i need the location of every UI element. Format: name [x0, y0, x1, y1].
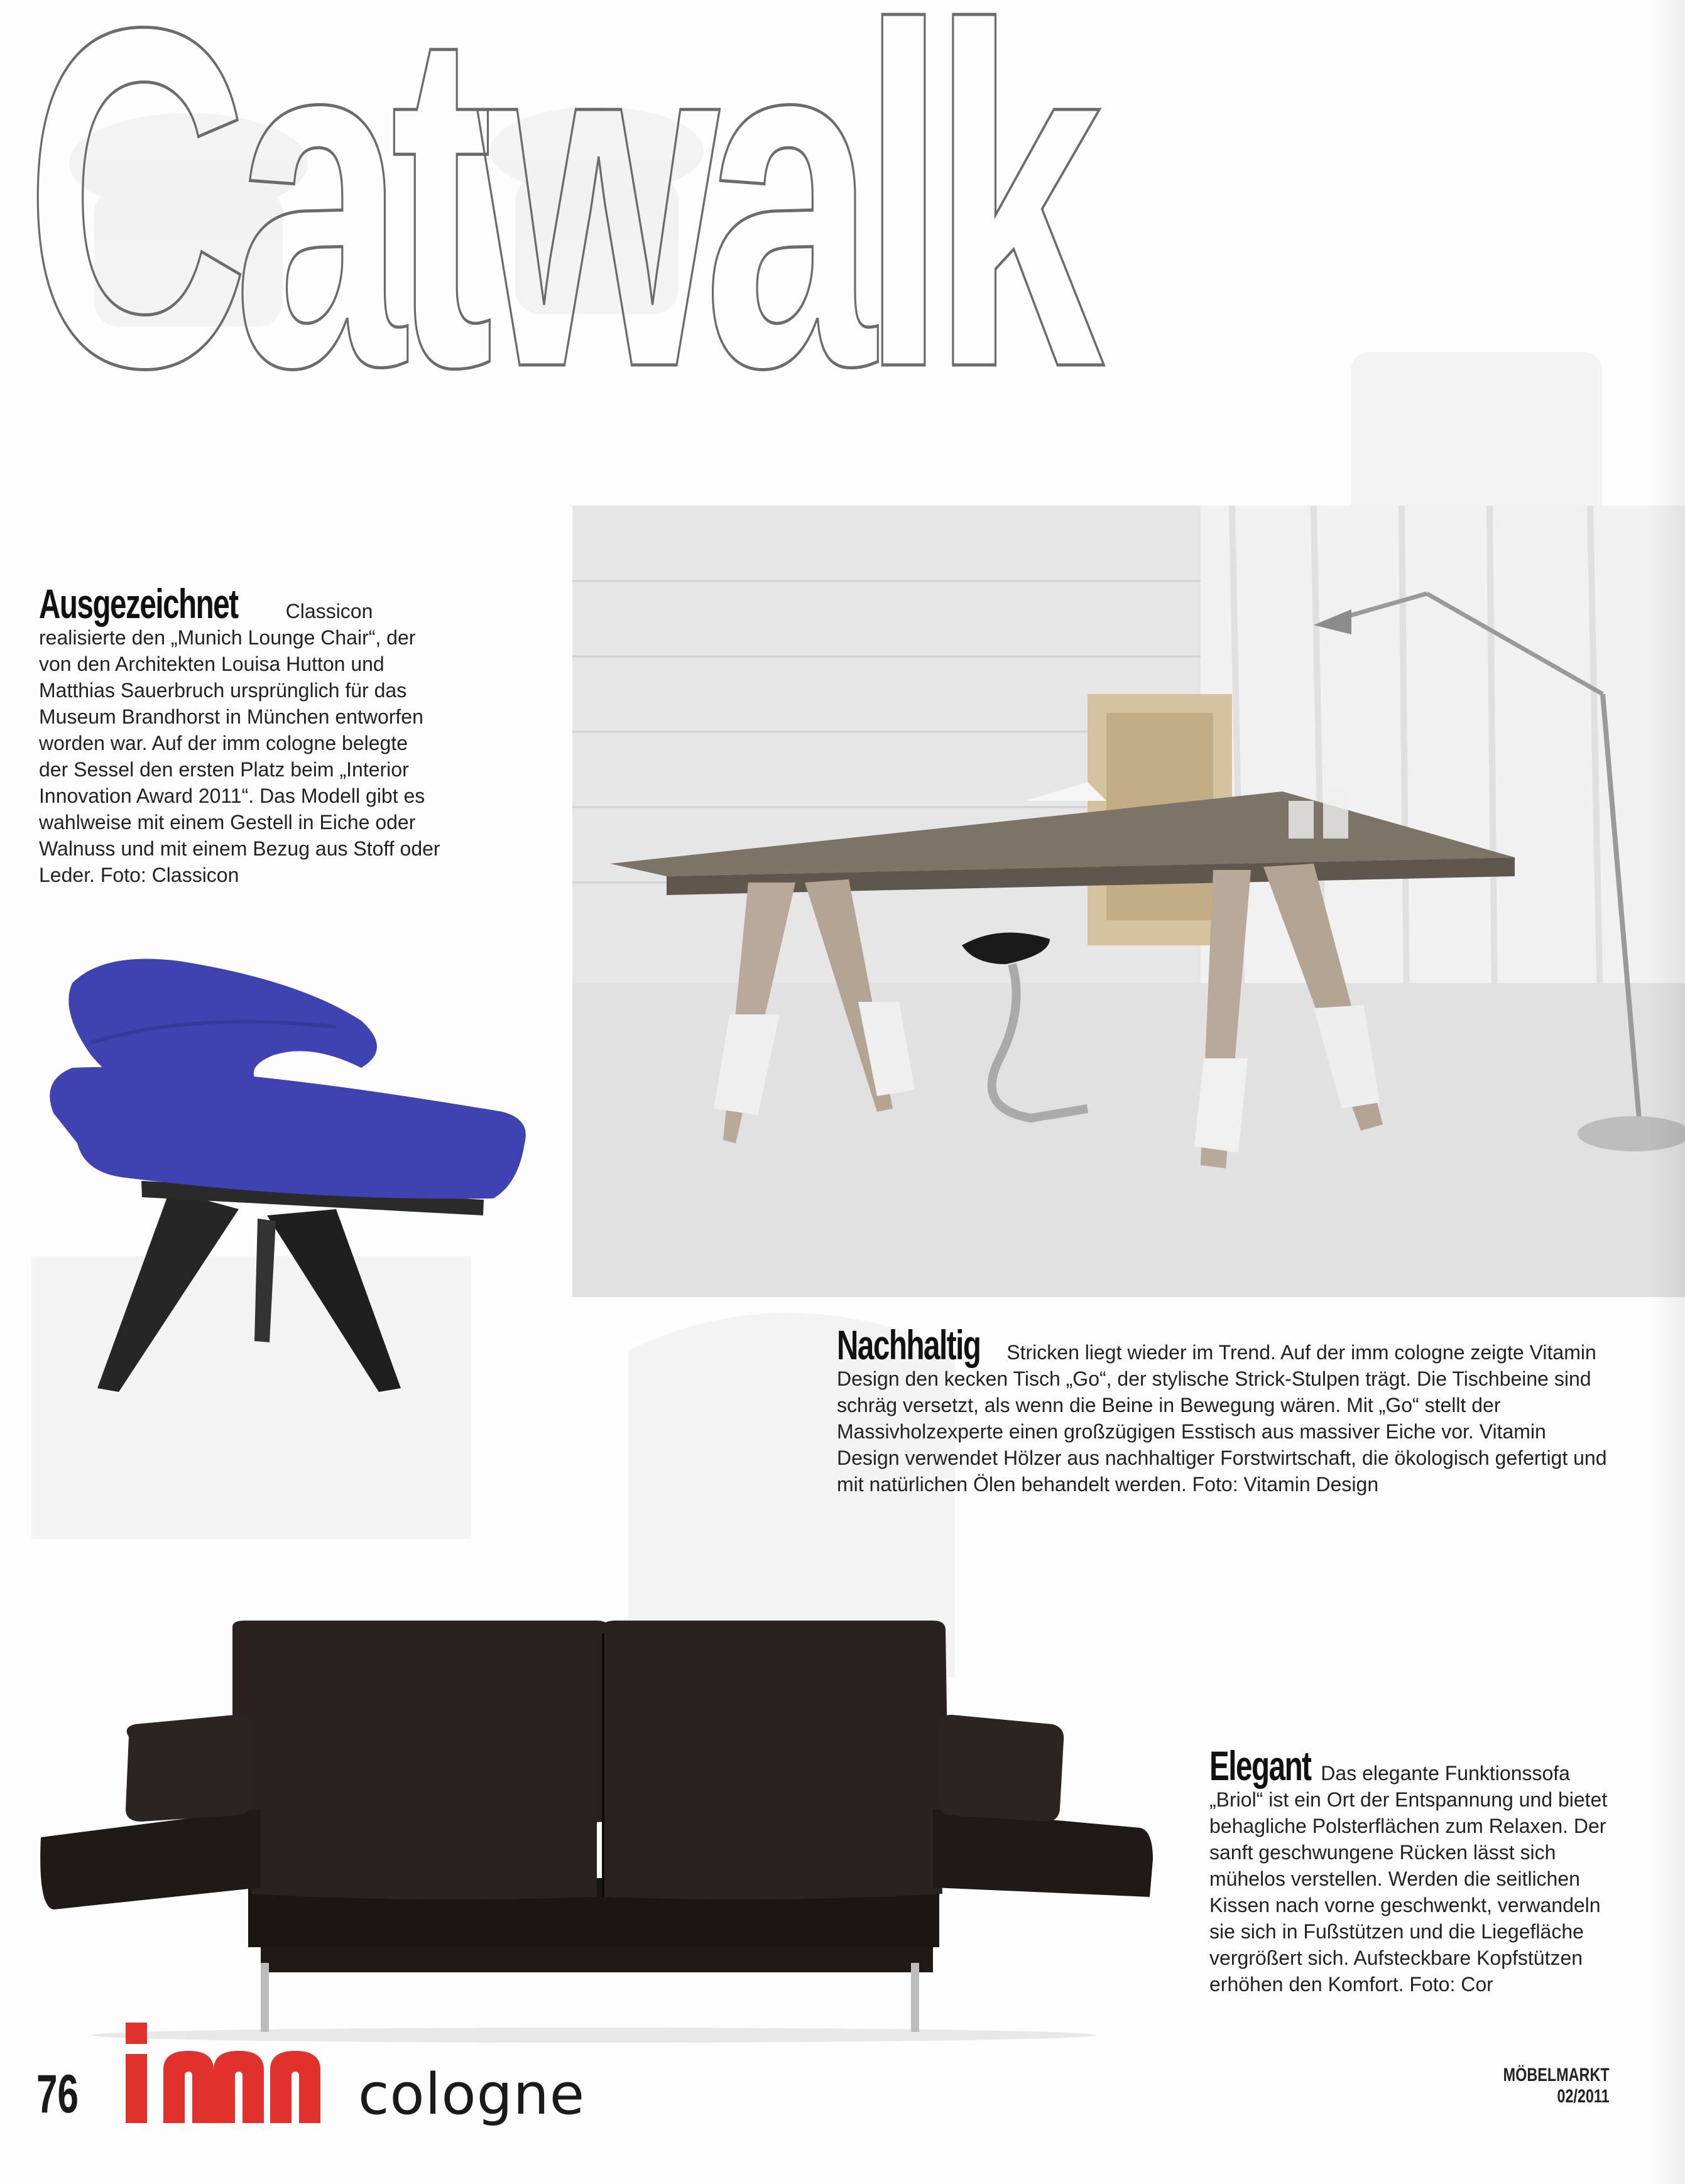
sofa-seat-right: [603, 1808, 942, 1899]
article-text: Das elegante Funktionssofa „Briol“ ist ein Ort der Entspannung und bietet behagliche Polsterflächen zum Relaxen. Der sanft geschwungene Rücken lässt sich mühelos verstellen. Werden die seitlichen Kissen nach vorne geschwenkt, verwandeln sie sich in Fußstützen und die Liegefläche vergrößert sich. Aufsteckbare Kopfstützen erhöhen den Komfort. Foto: Cor: [1209, 1762, 1608, 1996]
photo-sofa-briol: [35, 1621, 1165, 2048]
photo-table-go: [572, 506, 1685, 1297]
article-text: Classicon realisierte den „Munich Lounge Chair“, der von den Architekten Louisa Hutton und Matthias Sauerbruch ursprünglich für das Museum Brandhorst in München entworfen worden war. Auf der imm cologne belegte der Sessel den ersten Platz beim „Interior Innovation Award 2011“. Das Modell gibt es wahlweise mit einem Gestell in Eiche oder Walnuss und mit einem Bezug aus Stoff oder Leder. Foto: Classicon: [39, 600, 440, 886]
article-text: Stricken liegt wieder im Trend. Auf der imm cologne zeigte Vitamin Design den kecken Tisch „Go“, der stylische Strick-Stulpen trägt. Die Tischbeine sind schräg versetzt, als wenn die Beine in Bewegung wären. Mit „Go“ stellt der Massivholzexperte einen großzügigen Esstisch aus massiver Eiche vor. Vitamin Design verwendet Hölzer aus nachhaltiger Forstwirtschaft, die ökologisch gefertigt und mit natürlichen Ölen behandelt werden. Foto: Vitamin Design: [837, 1341, 1607, 1496]
page-number: 76: [36, 2064, 79, 2124]
article-nachhaltig: [837, 1322, 1610, 1497]
imm-mark: [126, 2023, 320, 2123]
sofa-back-right: [603, 1621, 949, 1828]
article-keyword: Ausgezeichnet: [39, 580, 238, 627]
magazine-name: MÖBELMARKT: [1503, 2065, 1610, 2085]
chair-seat: [50, 1067, 526, 1199]
imm-logo: [119, 2023, 346, 2129]
fair-name: cologne: [358, 2062, 586, 2127]
article-keyword: Nachhaltig: [837, 1322, 981, 1368]
magazine-issue: 02/2011: [1557, 2086, 1610, 2107]
sofa-back-left: [232, 1621, 613, 1834]
sofa-seat-left: [248, 1806, 597, 1899]
page-gutter-shadow: [1647, 0, 1685, 2184]
photo-munich-lounge-chair: [35, 955, 562, 1394]
article-elegant: [1209, 1742, 1611, 1997]
article-ausgezeichnet: [39, 580, 441, 888]
article-keyword: Elegant: [1209, 1742, 1311, 1789]
page-title: Catwalk: [25, 0, 1089, 468]
magazine-info: [1503, 2065, 1610, 2107]
